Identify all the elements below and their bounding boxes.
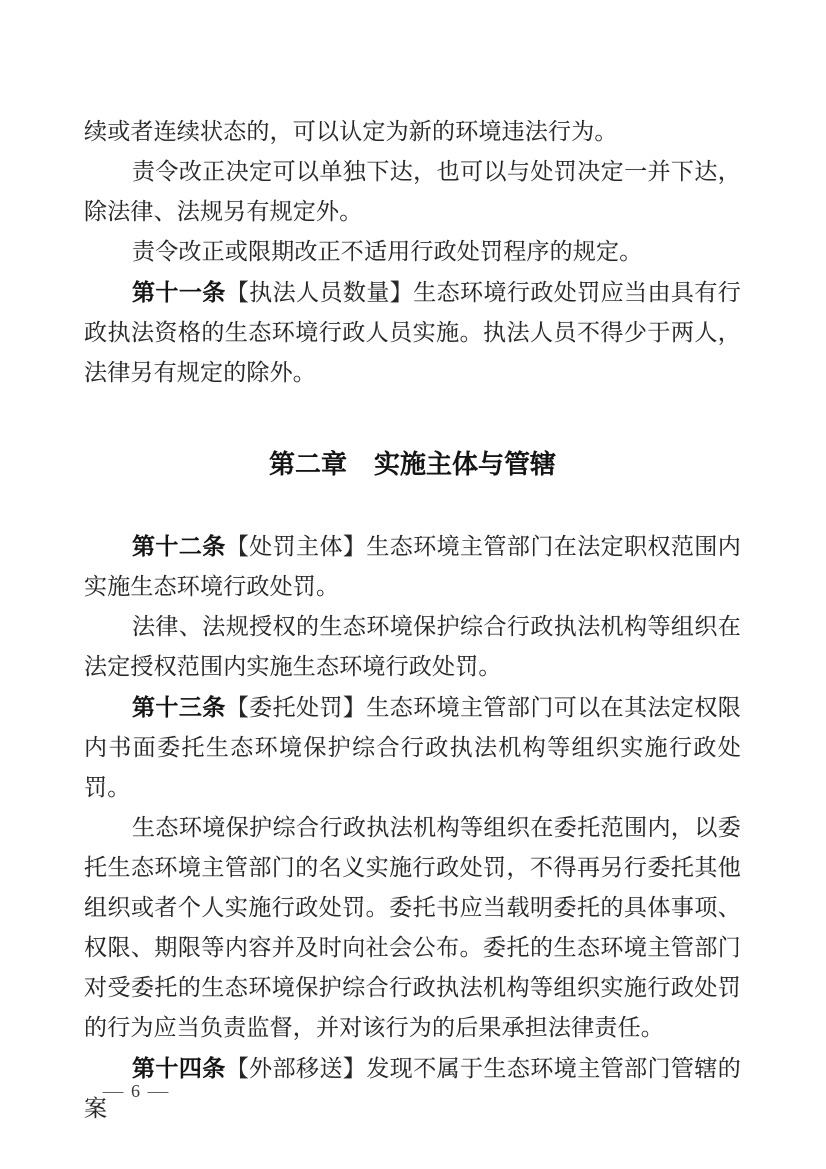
article-14-title: 【外部移送】 <box>225 1056 367 1081</box>
paragraph-text: 生态环境主管部门可以在其法定权限内书面委托生态环境保护综合行政执法机构等组织实施行政处罚。 <box>84 695 741 800</box>
paragraph-text: 法律、法规授权的生态环境保护综合行政执法机构等组织在法定授权范围内实施生态环境行政处罚。 <box>84 614 741 679</box>
page-number: 6 <box>131 1081 140 1101</box>
paragraph-text: 生态环境保护综合行政执法机构等组织在委托范围内，以委托生态环境主管部门的名义实施行政处罚，不得再另行委托其他组织或者个人实施行政处罚。委托书应当载明委托的具体事项、权限、期限等内容并及时向社会公布。委托的生态环境主管部门对受委托的生态环境保护综合行政执法机构等组织实施行政处罚的行为应当负责监督，并对该行为的后果承担法律责任。 <box>84 815 741 1040</box>
chapter-number: 第二章 <box>268 449 347 479</box>
article-12-title: 【处罚主体】 <box>225 534 367 559</box>
footer-dash-left: — <box>102 1081 124 1101</box>
paragraph-text: 发现不属于生态环境主管部门管辖的案 <box>84 1056 741 1121</box>
page-content <box>84 112 741 1129</box>
paragraph-continuation <box>84 112 741 152</box>
article-13-title: 【委托处罚】 <box>225 695 367 720</box>
paragraph-article-11 <box>84 272 741 393</box>
article-11-title: 【执法人员数量】 <box>225 280 414 305</box>
paragraph-correction-procedure <box>84 232 741 272</box>
footer-dash-right: — <box>147 1081 169 1101</box>
paragraph-text: 续或者连续状态的，可以认定为新的环境违法行为。 <box>84 119 618 144</box>
article-14-number: 第十四条 <box>132 1055 226 1081</box>
chapter-heading <box>84 444 741 484</box>
paragraph-entrusted-enforcement <box>84 808 741 1048</box>
paragraph-article-13 <box>84 687 741 808</box>
paragraph-order-correction <box>84 152 741 232</box>
article-12-number: 第十二条 <box>132 533 226 559</box>
paragraph-article-14 <box>84 1048 741 1129</box>
paragraph-text: 生态环境行政处罚应当由具有行政执法资格的生态环境行政人员实施。执法人员不得少于两人，法律另有规定的除外。 <box>84 280 741 385</box>
article-13-number: 第十三条 <box>132 694 226 720</box>
chapter-title: 实施主体与管辖 <box>374 449 557 479</box>
paragraph-article-12 <box>84 526 741 607</box>
paragraph-text: 生态环境主管部门在法定职权范围内实施生态环境行政处罚。 <box>84 534 741 599</box>
paragraph-authorized-organizations <box>84 607 741 687</box>
page-footer <box>104 1078 167 1104</box>
paragraph-text: 责令改正决定可以单独下达，也可以与处罚决定一并下达，除法律、法规另有规定外。 <box>84 159 741 224</box>
paragraph-text: 责令改正或限期改正不适用行政处罚程序的规定。 <box>132 239 643 264</box>
article-11-number: 第十一条 <box>132 279 226 305</box>
